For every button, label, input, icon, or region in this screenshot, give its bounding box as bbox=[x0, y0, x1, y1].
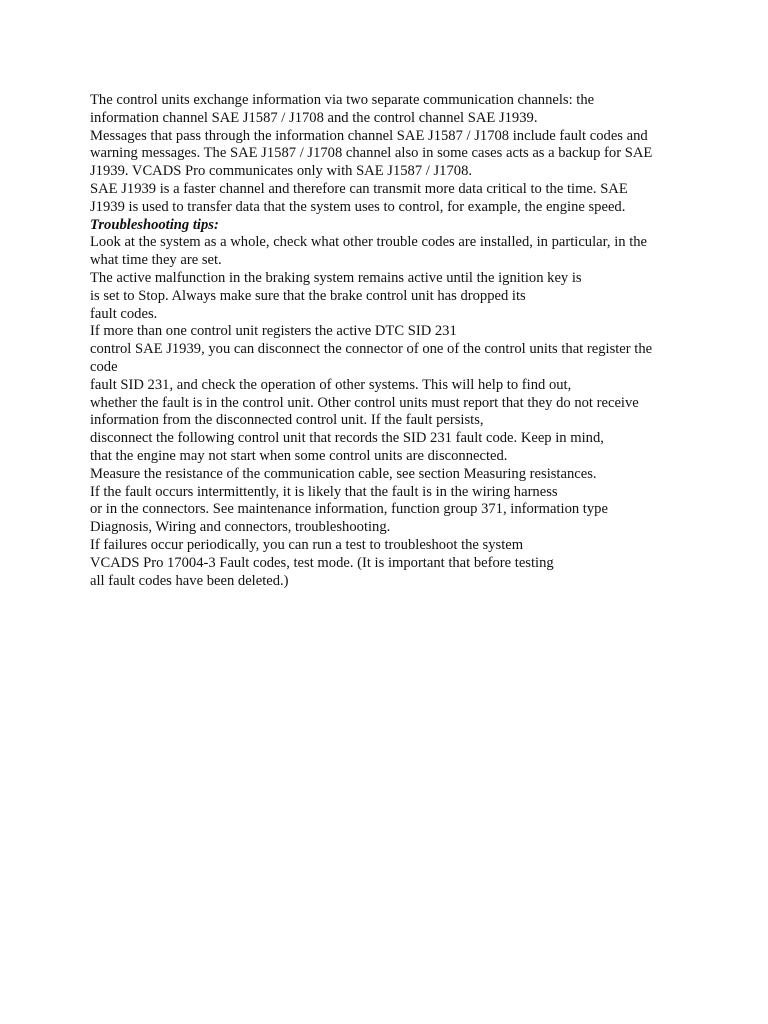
body-line: Measure the resistance of the communication cable, see section Measuring resistances. bbox=[90, 465, 597, 482]
body-line: If the fault occurs intermittently, it is likely that the fault is in the wiring harness bbox=[90, 483, 558, 500]
body-line: warning messages. The SAE J1587 / J1708 channel also in some cases acts as a backup for SAE bbox=[90, 145, 653, 162]
body-line: code bbox=[90, 358, 118, 375]
body-line: what time they are set. bbox=[90, 252, 222, 269]
body-line: disconnect the following control unit that records the SID 231 fault code. Keep in mind, bbox=[90, 430, 604, 447]
body-line: The control units exchange information via two separate communication channels: the bbox=[90, 92, 595, 108]
body-line: whether the fault is in the control unit. Other control units must report that they do not receive bbox=[90, 394, 639, 411]
document-body bbox=[90, 92, 690, 590]
body-line: SAE J1939 is a faster channel and therefore can transmit more data critical to the time. SAE bbox=[90, 180, 628, 197]
body-line: that the engine may not start when some control units are disconnected. bbox=[90, 447, 508, 464]
body-line: If failures occur periodically, you can run a test to troubleshoot the system bbox=[90, 536, 524, 553]
body-line: VCADS Pro 17004-3 Fault codes, test mode. (It is important that before testing bbox=[90, 554, 554, 571]
body-line: J1939 is used to transfer data that the system uses to control, for example, the engine speed. bbox=[90, 198, 626, 215]
body-line: information from the disconnected control unit. If the fault persists, bbox=[90, 412, 484, 429]
body-line: fault SID 231, and check the operation of other systems. This will help to find out, bbox=[90, 376, 572, 393]
body-line: Diagnosis, Wiring and connectors, troubleshooting. bbox=[90, 519, 391, 536]
section-heading: Troubleshooting tips: bbox=[90, 216, 219, 233]
body-line: information channel SAE J1587 / J1708 and the control channel SAE J1939. bbox=[90, 109, 538, 126]
body-line: Look at the system as a whole, check what other trouble codes are installed, in particular, in the bbox=[90, 234, 648, 251]
body-line: or in the connectors. See maintenance information, function group 371, information type bbox=[90, 501, 608, 518]
body-line: all fault codes have been deleted.) bbox=[90, 572, 289, 589]
body-line: is set to Stop. Always make sure that the brake control unit has dropped its bbox=[90, 287, 526, 304]
body-line: control SAE J1939, you can disconnect the connector of one of the control units that register the bbox=[90, 341, 653, 358]
body-line: Messages that pass through the information channel SAE J1587 / J1708 include fault codes and bbox=[90, 127, 648, 144]
body-line: J1939. VCADS Pro communicates only with SAE J1587 / J1708. bbox=[90, 163, 473, 180]
body-line: The active malfunction in the braking system remains active until the ignition key is bbox=[90, 269, 582, 286]
body-line: If more than one control unit registers the active DTC SID 231 bbox=[90, 323, 457, 340]
body-line: fault codes. bbox=[90, 305, 158, 322]
